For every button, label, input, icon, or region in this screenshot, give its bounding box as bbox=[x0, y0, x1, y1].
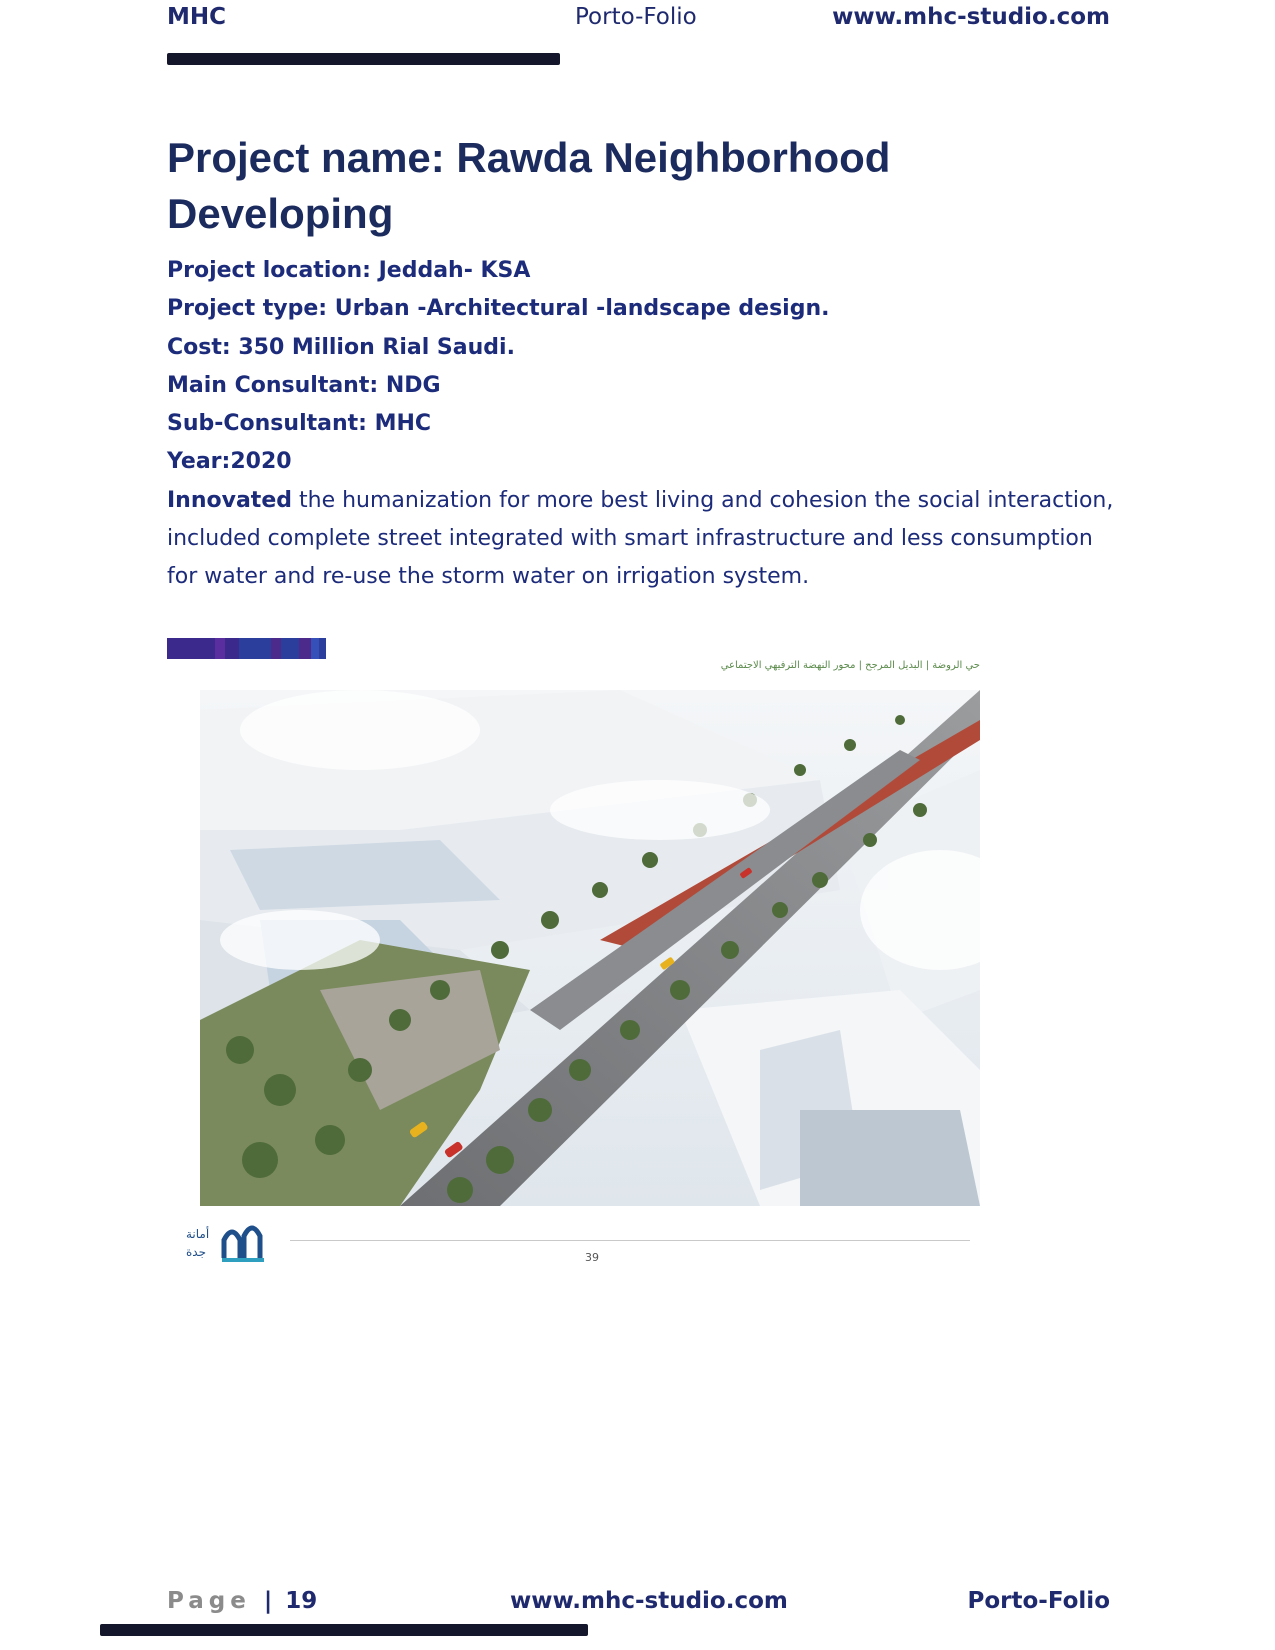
project-cost: Cost: 350 Million Rial Saudi. bbox=[167, 334, 515, 360]
header-bar bbox=[167, 53, 560, 65]
svg-text:أمانة: أمانة bbox=[186, 1227, 210, 1241]
description-body: the humanization for more best living and cohesion the social interaction, included complete street integrated with smart infrastructure and less consumption for water and re-use the storm water on irrigation system. bbox=[167, 487, 1114, 590]
footer-bar bbox=[100, 1624, 588, 1636]
render-rule bbox=[290, 1240, 970, 1241]
render-caption: حي الروضة | البديل المرجح | محور النهضة الترفيهي الاجتماعي bbox=[720, 660, 980, 671]
header-section: Porto-Folio bbox=[575, 4, 697, 30]
svg-text:جدة: جدة bbox=[186, 1245, 207, 1259]
description-lead: Innovated bbox=[167, 487, 292, 513]
render-page-number: 39 bbox=[585, 1251, 599, 1264]
footer-page-sep: | bbox=[263, 1588, 273, 1614]
project-description bbox=[167, 482, 1127, 597]
project-main-consultant: Main Consultant: NDG bbox=[167, 372, 441, 398]
project-sub-consultant: Sub-Consultant: MHC bbox=[167, 411, 432, 437]
project-render bbox=[180, 656, 980, 1266]
aerial-render-image bbox=[200, 690, 980, 1206]
footer-page-label: Page bbox=[167, 1588, 251, 1614]
project-type: Project type: Urban -Architectural -landscape design. bbox=[167, 296, 830, 322]
footer-page-number: 19 bbox=[285, 1588, 318, 1614]
project-year: Year:2020 bbox=[167, 449, 292, 475]
header-brand: MHC bbox=[167, 4, 227, 30]
project-location: Project location: Jeddah- KSA bbox=[167, 258, 531, 283]
footer-section: Porto-Folio bbox=[967, 1588, 1110, 1614]
footer-page bbox=[167, 1588, 317, 1614]
project-details bbox=[167, 252, 1127, 597]
amanah-jeddah-logo-icon bbox=[184, 1216, 274, 1266]
project-title: Project name: Rawda Neighborhood Developing bbox=[167, 134, 891, 237]
footer-website[interactable]: www.mhc-studio.com bbox=[510, 1588, 788, 1614]
header-website[interactable]: www.mhc-studio.com bbox=[832, 4, 1110, 30]
